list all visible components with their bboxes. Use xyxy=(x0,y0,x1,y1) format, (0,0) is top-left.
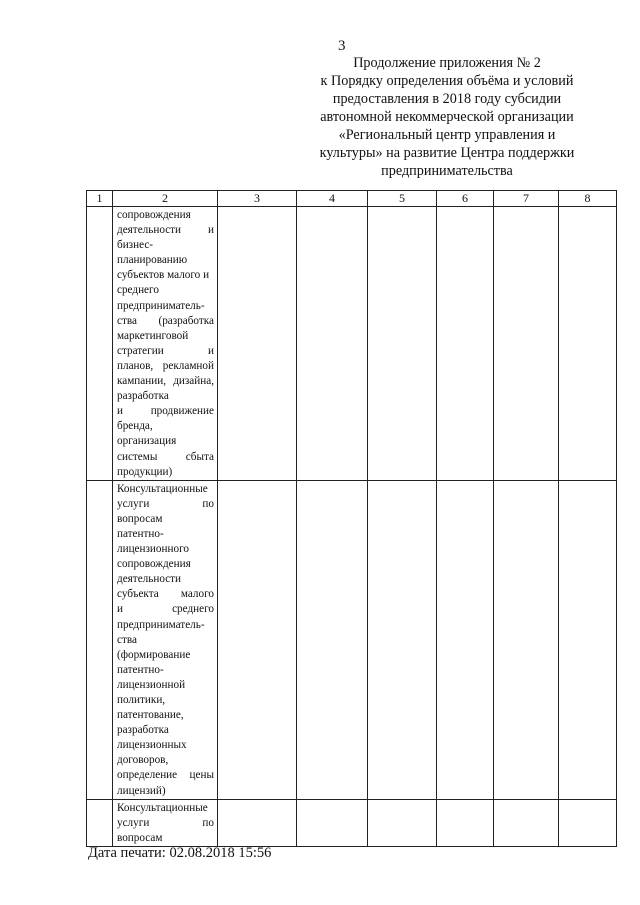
text-line: услуги по xyxy=(117,816,214,829)
text-line: лицензий) xyxy=(117,784,166,797)
description-cell xyxy=(113,480,218,799)
text-line: патентно- xyxy=(117,527,164,540)
table-cell xyxy=(87,480,113,799)
table-cell xyxy=(437,480,494,799)
table-row xyxy=(87,480,617,799)
text-line: предприниматель- xyxy=(117,618,205,631)
column-header: 7 xyxy=(494,191,559,207)
text-line: лицензионных xyxy=(117,739,187,752)
column-header: 8 xyxy=(559,191,617,207)
column-header: 1 xyxy=(87,191,113,207)
column-header: 6 xyxy=(437,191,494,207)
text-line: разработка xyxy=(117,724,169,737)
text-line: стратегии и xyxy=(117,344,214,357)
table-cell xyxy=(87,799,113,846)
text-line: предприниматель- xyxy=(117,299,205,312)
text-line: бизнес- xyxy=(117,239,154,252)
description-cell xyxy=(113,799,218,846)
text-line: услуги по xyxy=(117,497,214,510)
table-cell xyxy=(218,207,297,481)
text-line: патентование, xyxy=(117,709,184,722)
table-cell xyxy=(559,480,617,799)
text-line: и продвижение xyxy=(117,405,214,418)
table-cell xyxy=(368,480,437,799)
appendix-header xyxy=(296,54,598,180)
text-line: лицензионного xyxy=(117,543,189,556)
text-line: системы сбыта xyxy=(117,450,214,463)
table-cell xyxy=(297,207,368,481)
print-date: Дата печати: 02.08.2018 15:56 xyxy=(88,845,272,861)
column-header-row xyxy=(87,191,617,207)
column-header: 3 xyxy=(218,191,297,207)
text-line: политики, xyxy=(117,694,166,706)
text-line: планов, рекламной xyxy=(117,359,214,372)
text-line: (формирование xyxy=(117,648,191,661)
table-cell xyxy=(437,799,494,846)
column-header: 2 xyxy=(113,191,218,207)
text-line: среднего xyxy=(117,284,159,297)
service-description xyxy=(113,800,217,846)
text-line: продукции) xyxy=(117,465,173,478)
header-line: автономной некоммерческой организации xyxy=(320,109,574,125)
text-line: лицензионной xyxy=(117,678,186,691)
header-line: к Порядку определения объёма и условий xyxy=(320,73,574,89)
service-description xyxy=(113,481,217,799)
table-cell xyxy=(297,480,368,799)
text-line: кампании, дизайна, xyxy=(117,375,214,388)
text-line: ства (разработка xyxy=(117,314,214,327)
text-line: деятельности xyxy=(117,573,182,586)
text-line: определение цены xyxy=(117,769,214,782)
header-line: Продолжение приложения № 2 xyxy=(353,55,541,71)
header-line: предоставления в 2018 году субсидии xyxy=(332,91,562,107)
table-cell xyxy=(437,207,494,481)
table-cell xyxy=(218,799,297,846)
table-cell xyxy=(368,207,437,481)
table-cell xyxy=(559,207,617,481)
column-header: 4 xyxy=(297,191,368,207)
header-line: «Региональный центр управления и xyxy=(338,127,556,143)
service-description xyxy=(113,207,217,480)
text-line: договоров, xyxy=(117,754,169,767)
text-line: патентно- xyxy=(117,663,164,676)
text-line: деятельности и xyxy=(117,224,214,237)
text-line: Консультационные xyxy=(117,801,208,814)
text-line: бренда, xyxy=(117,420,153,433)
text-line: планированию xyxy=(117,254,188,267)
header-line: культуры» на развитие Центра поддержки xyxy=(319,145,575,161)
table-cell xyxy=(87,207,113,481)
text-line: ства xyxy=(117,633,137,646)
text-line: субъектов малого и xyxy=(117,269,210,282)
table-cell xyxy=(297,799,368,846)
table-cell xyxy=(559,799,617,846)
text-line: и среднего xyxy=(117,603,214,616)
table-cell xyxy=(218,480,297,799)
table-cell xyxy=(494,480,559,799)
data-table xyxy=(86,190,617,847)
table-cell xyxy=(368,799,437,846)
table-cell xyxy=(494,799,559,846)
table-row xyxy=(87,207,617,481)
table-row xyxy=(87,799,617,846)
text-line: субъекта малого xyxy=(117,588,214,601)
text-line: маркетинговой xyxy=(117,329,189,342)
table-cell xyxy=(494,207,559,481)
text-line: вопросам xyxy=(117,512,163,525)
text-line: вопросам xyxy=(117,831,163,844)
text-line: организация xyxy=(117,435,177,448)
text-line: Консультационные xyxy=(117,482,208,495)
column-header: 5 xyxy=(368,191,437,207)
text-line: сопровождения xyxy=(117,558,191,571)
text-line: разработка xyxy=(117,390,169,403)
page-number: 3 xyxy=(338,38,346,54)
header-line: предпринимательства xyxy=(381,163,513,179)
text-line: сопровождения xyxy=(117,209,191,221)
description-cell xyxy=(113,207,218,481)
